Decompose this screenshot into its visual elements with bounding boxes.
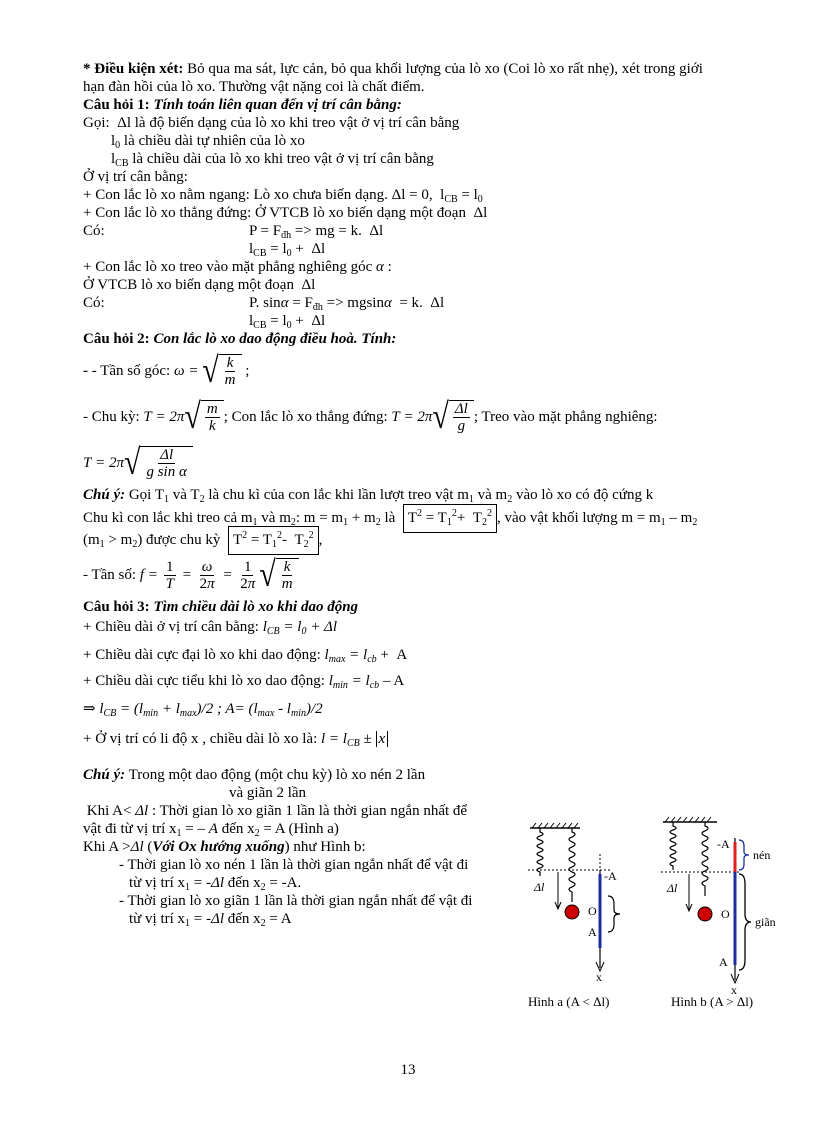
note2-caseB-1b: từ vị trí $x_1 = -\Delta l$ đến $x_2 = -A$. xyxy=(129,875,302,893)
q3-heading: Câu hỏi 3: Tìm chiều dài lò xo khi dao động xyxy=(83,599,359,615)
note2-line-1: Chú ý: Trong một dao động (một chu kỳ) lò xo nén 2 lần xyxy=(83,767,426,783)
figure-b xyxy=(655,810,795,1020)
q3-length-max: + Chiều dài cực đại lò xo khi dao động: $l_{max} = l_{cb} + A$ xyxy=(83,647,408,665)
q3-length-eq: + Chiều dài ở vị trí cân bằng: $l_{CB} = l_0 + \Delta l$ xyxy=(83,619,338,637)
q2-omega: - - Tần số góc: ω = √ $\frac{k}{m}$ ; xyxy=(83,350,250,391)
q1-vertical-eq-2: $l_{CB} = l_0 + \Delta l$ xyxy=(249,241,326,259)
label-minus-A-b: -A xyxy=(717,837,730,851)
note2-caseB-1a: - Thời gian lò xo nén 1 lần là thời gian ngắn nhất để vật đi xyxy=(119,857,469,873)
q1-incline: + Con lắc lò xo treo vào mặt phẳng nghiêng góc α : xyxy=(83,259,392,275)
boxed-formula-diff: $T^2 = T_1^2-$ $T_2^2$ xyxy=(228,526,319,555)
q1-at-equilibrium: Ở vị trí cân bằng: xyxy=(83,169,188,185)
spring-natural-b xyxy=(670,822,676,870)
q3-length-relations: ⇒ $l_{CB} = (l_{min} + l_{max})/2$ ; $A= (l_{max} - l_{min})/2$ xyxy=(83,701,323,719)
q2-heading: Câu hỏi 2: Con lắc lò xo dao động điều hoà. Tính: xyxy=(83,331,397,347)
ceiling-hatch-a xyxy=(530,823,580,828)
note2-caseB: Khi A >Δl (Với Ox hướng xuống) như Hình b: xyxy=(83,839,366,855)
caption-a: Hình a (A < Δl) xyxy=(528,994,610,1009)
q1-incline-2: Ở VTCB lò xo biến dạng một đoạn Δl xyxy=(83,277,316,293)
q3-length-min: + Chiều dài cực tiểu khi lò xo dao động: $l_{min} = l_{cb} - A$ xyxy=(83,673,405,691)
mass-a xyxy=(565,905,579,919)
spring-natural-a xyxy=(537,828,543,876)
intro-line-2: hạn đàn hồi của lò xo. Thường vật nặng coi là chất điểm. xyxy=(83,79,425,95)
caption-b: Hình b (A > Δl) xyxy=(671,994,754,1009)
note2-caseA-1: Khi A< Δl : Thời gian lò xo giãn 1 lần là thời gian ngắn nhất để xyxy=(83,803,468,819)
q1-def-2: $l_0$ là chiều dài tự nhiên của lò xo xyxy=(111,133,305,151)
label-A-a: A xyxy=(588,925,597,939)
label-gian: giãn xyxy=(755,915,776,929)
note2-caseB-2a: - Thời gian lò xo giãn 1 lần là thời gian ngắn nhất để vật đi xyxy=(119,893,473,909)
intro-line-1: * Điều kiện xét: Bỏ qua ma sát, lực cản, bỏ qua khối lượng của lò xo (Coi lò xo rất nhẹ), xét trong giới xyxy=(83,61,703,77)
q1-horizontal: + Con lắc lò xo nằm ngang: Lò xo chưa biến dạng. Δl = 0, $l_{CB} = l_0$ xyxy=(83,187,483,205)
q1-incline-eq-2: $l_{CB} = l_0 + \Delta l$ xyxy=(249,313,326,331)
label-O-b: O xyxy=(721,907,730,921)
label-minus-A-a: -A xyxy=(604,869,617,883)
q2-period-incline xyxy=(83,440,763,486)
figure-a xyxy=(520,818,650,1018)
label-x-a: x xyxy=(596,970,602,984)
q1-heading: Câu hỏi 1: Tính toán liên quan đến vị trí cân bằng: xyxy=(83,97,402,113)
omega-formula: ω = √ $\frac{k}{m}$ xyxy=(174,354,242,388)
q1-def-1: Gọi: Δl là độ biến dạng của lò xo khi treo vật ở vị trí cân bằng xyxy=(83,115,460,131)
note1-frequency: - Tần số: f = $\frac{1}{T}$ = $\frac{\omega}{2\pi}$ = $\frac{1}{2\pi}$ √ $\frac{k}{m}$ xyxy=(83,552,763,598)
document-body xyxy=(83,60,763,928)
label-x-b: x xyxy=(731,983,737,997)
mass-b xyxy=(698,907,712,921)
q1-vertical: + Con lắc lò xo thẳng đứng: Ở VTCB lò xo biến dạng một đoạn Δl xyxy=(83,205,488,221)
brace-a xyxy=(608,896,620,932)
label-nen: nén xyxy=(753,848,771,862)
q1-incline-eq-1: Có: P. $\sin\alpha = F_{đh} => mgsin\alpha = k$. Δl xyxy=(83,295,445,313)
brace-stretch-b xyxy=(739,874,751,970)
period-formula: T = 2 π √ $\frac{m}{k}$ xyxy=(143,400,223,434)
note1-line-2: Chu kì con lắc khi treo cả $m_1$ và $m_2$: $m = m_1 + m_2$ là $T^2 = T_1^2+ T_2^2$ , vào vật khối lượng $m = m_1 - m_2$ xyxy=(83,504,763,526)
note1-line-1: Chú ý: Gọi $T_1$ và $T_2$ là chu kì của con lắc khi lần lượt treo vật $m_1$ và $m_2$ vào lò xo có độ cứng k xyxy=(83,487,654,505)
q1-vertical-eq-1: Có: $P = F_{đh}$ => mg = k. Δl xyxy=(83,223,384,241)
boxed-formula-sum: $T^2 = T_1^2+ T_2^2$ xyxy=(403,504,497,533)
note1-line-3: $(m_1 > m_2)$ được chu kỳ $T^2 = T_1^2-$ $T_2^2$ , xyxy=(83,526,763,552)
note2-line-2: và giãn 2 lần xyxy=(229,785,307,801)
label-dl-a: Δl xyxy=(534,880,545,894)
q1-def-3: $l_{CB}$ là chiều dài của lò xo khi treo vật ở vị trí cân bằng xyxy=(111,151,434,169)
page-number: 13 xyxy=(400,1062,416,1078)
spring-stretched-b xyxy=(702,822,708,896)
note2-caseA-2: vật đi từ vị trí $x_1$ = – A đến $x_2 = A$ (Hình a) xyxy=(83,821,339,839)
spring-stretched-a xyxy=(569,828,575,902)
note2-caseB-2b: từ vị trí $x_1 = -\Delta l$ đến $x_2 = A$ xyxy=(129,911,292,929)
q3-length-x: + Ở vị trí có li độ x , chiều dài lò xo là: $l = l_{CB} \pm x$ xyxy=(83,724,763,754)
label-O-a: O xyxy=(588,904,597,918)
q2-period: - Chu kỳ: T = 2 π √ $\frac{m}{k}$ ; Con lắc lò xo thẳng đứng: T = 2 π √ $\frac{\Delta l}{g}$ ; Treo vào mặt phẳng nghiêng: xyxy=(83,396,658,437)
intro-label: * Điều kiện xét: xyxy=(83,61,184,77)
frequency-formula: f = $\frac{1}{T}$ = $\frac{\omega}{2\pi}$ = $\frac{1}{2\pi}$ √ $\frac{k}{m}$ xyxy=(140,558,299,592)
brace-compress-b xyxy=(739,840,749,870)
label-A-b: A xyxy=(719,955,728,969)
ceiling-hatch-b xyxy=(663,817,717,822)
label-dl-b: Δl xyxy=(667,881,678,895)
period-incline-formula: T = 2 π √ $\frac{\Delta l}{\text{g sin α}}$ xyxy=(83,446,193,480)
period-vertical-formula: T = 2 π √ $\frac{\Delta l}{g}$ xyxy=(391,400,473,434)
